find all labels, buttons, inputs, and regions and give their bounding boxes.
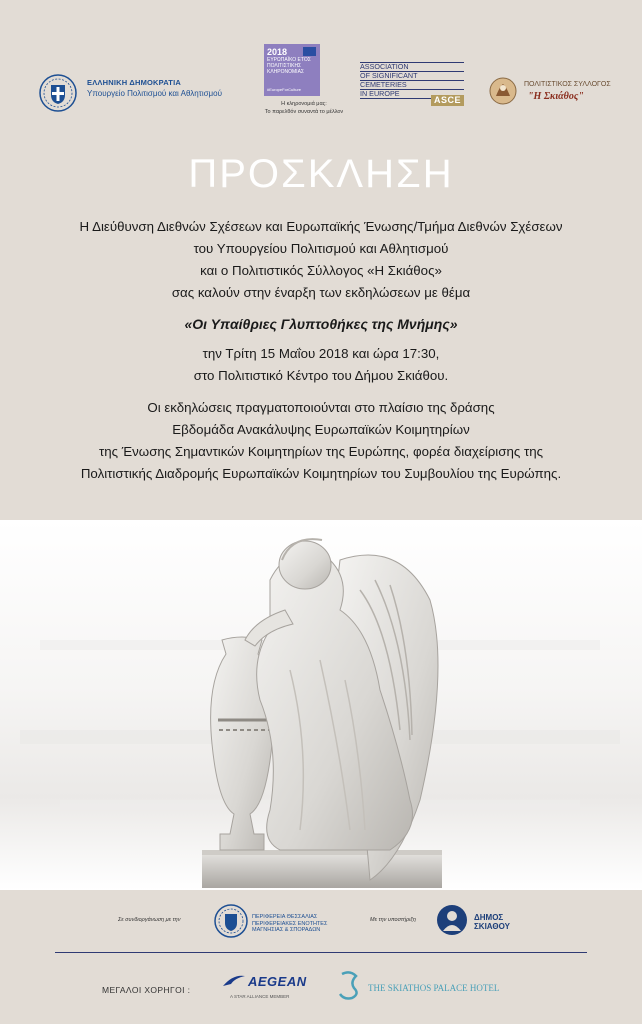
intro-line: του Υπουργείου Πολιτισμού και Αθλητισμού <box>193 241 449 256</box>
intro-paragraph <box>0 216 642 304</box>
context-line: Πολιτιστικής Διαδρομής Ευρωπαϊκών Κοιμητηρίων του Συμβουλίου της Ευρώπης. <box>80 466 562 481</box>
context-line: Εβδομάδα Ανακάλυψης Ευρωπαϊκών Κοιμητηρίων <box>172 422 470 437</box>
hellenic-republic-logo <box>39 74 239 114</box>
event-venue: στο Πολιτιστικό Κέντρο του Δήμου Σκιάθου. <box>193 368 449 383</box>
context-line: Οι εκδηλώσεις πραγματοποιούνται στο πλαίσιο της δράσης <box>147 400 495 415</box>
eych-hashtag: #EuropeForCulture <box>267 87 302 92</box>
context-paragraph <box>0 397 642 485</box>
event-when <box>0 343 642 387</box>
asce-mark: ASCE <box>431 95 464 106</box>
palace-monogram-icon <box>338 970 362 1000</box>
palace-name: THE SKIATHOS PALACE HOTEL <box>368 983 500 993</box>
region-line: ΜΑΓΝΗΣΙΑΣ & ΣΠΟΡΑΔΩΝ <box>252 927 321 933</box>
intro-line: σας καλούν στην έναρξη των εκδηλώσεων με θέμα <box>171 285 471 300</box>
dimos-emblem-icon <box>436 904 468 936</box>
event-date: την Τρίτη 15 Μαΐου 2018 και ώρα 17:30, <box>202 346 440 361</box>
eych-line: ΕΥΡΩΠΑΪΚΟ ΕΤΟΣ <box>267 57 311 63</box>
eych-year: 2018 <box>267 47 288 57</box>
eych-caption-line2: Το παρελθόν συναντά το μέλλον <box>264 109 344 115</box>
eych-line: ΠΟΛΙΤΙΣΤΙΚΗΣ <box>267 63 302 69</box>
coop-label: Σε συνδιοργάνωση με την <box>118 917 181 923</box>
skiathos-emblem-icon <box>488 76 518 106</box>
support-label: Με την υποστήριξη <box>370 917 416 923</box>
region-thessaly-logo <box>214 904 344 940</box>
asce-line: CEMETERIES <box>360 81 464 90</box>
context-line: της Ένωσης Σημαντικών Κοιμητηρίων της Ευρώπης, φορέα διαχείρισης της <box>98 444 544 459</box>
dimos-name <box>474 913 510 931</box>
european-year-heritage-logo <box>262 44 346 124</box>
region-line: ΠΕΡΙΦΕΡΕΙΑ ΘΕΣΣΑΛΙΑΣ <box>252 914 318 920</box>
association-name: "Η Σκιάθος" <box>528 91 584 102</box>
event-theme <box>0 313 642 335</box>
angel-statue-illustration <box>0 520 642 890</box>
association-type: ΠΟΛΙΤΙΣΤΙΚΟΣ ΣΥΛΛΟΓΟΣ <box>524 81 611 88</box>
skiathos-association-logo <box>488 76 618 112</box>
footer-panel <box>0 890 642 1024</box>
aegean-bird-icon <box>222 974 246 990</box>
theme-title: «Οι Υπαίθριες Γλυπτοθήκες της Μνήμης» <box>184 316 458 332</box>
ministry-name: Υπουργείο Πολιτισμού και Αθλητισμού <box>87 89 222 98</box>
asce-line: IN EUROPE <box>360 90 464 99</box>
intro-line: και ο Πολιτιστικός Σύλλογος «Η Σκιάθος» <box>200 263 442 278</box>
skiathos-palace-logo <box>338 970 538 1004</box>
asce-line: ASSOCIATION <box>360 63 464 72</box>
eych-caption-line1: Η κληρονομιά μας: <box>281 101 327 107</box>
region-seal-icon <box>214 904 248 938</box>
asce-line: OF SIGNIFICANT <box>360 72 464 81</box>
angel-statue-image <box>0 520 642 890</box>
region-name <box>252 914 327 934</box>
greek-coat-of-arms-icon <box>39 74 77 112</box>
aegean-logo <box>222 972 322 1008</box>
dimos-line: ΣΚΙΑΘΟΥ <box>474 922 510 931</box>
aegean-name: AEGEAN <box>248 974 307 989</box>
aegean-alliance: A STAR ALLIANCE MEMBER <box>230 994 290 999</box>
eych-badge <box>264 44 320 96</box>
intro-line: Η Διεύθυνση Διεθνών Σχέσεων και Ευρωπαϊκής Ένωσης/Τμήμα Διεθνών Σχέσεων <box>79 219 563 234</box>
sponsors-label: ΜΕΓΑΛΟΙ ΧΟΡΗΓΟΙ : <box>102 985 191 995</box>
region-line: ΠΕΡΙΦΕΡΕΙΑΚΕΣ ΕΝΟΤΗΤΕΣ <box>252 920 328 927</box>
asce-wordmark <box>360 62 464 99</box>
eu-flag-icon <box>303 47 316 56</box>
logo-row <box>0 42 642 122</box>
invitation-heading: ΠΡΟΣΚΛΗΣΗ <box>188 152 454 196</box>
hellenic-republic-title: ΕΛΛΗΝΙΚΗ ΔΗΜΟΚΡΑΤΙΑ <box>87 78 181 87</box>
dimos-skiathou-logo <box>436 904 526 938</box>
dimos-line: ΔΗΜΟΣ <box>474 913 504 922</box>
asce-logo <box>360 62 466 108</box>
eych-line: ΚΛΗΡΟΝΟΜΙΑΣ <box>267 69 304 75</box>
footer-divider <box>55 952 587 953</box>
